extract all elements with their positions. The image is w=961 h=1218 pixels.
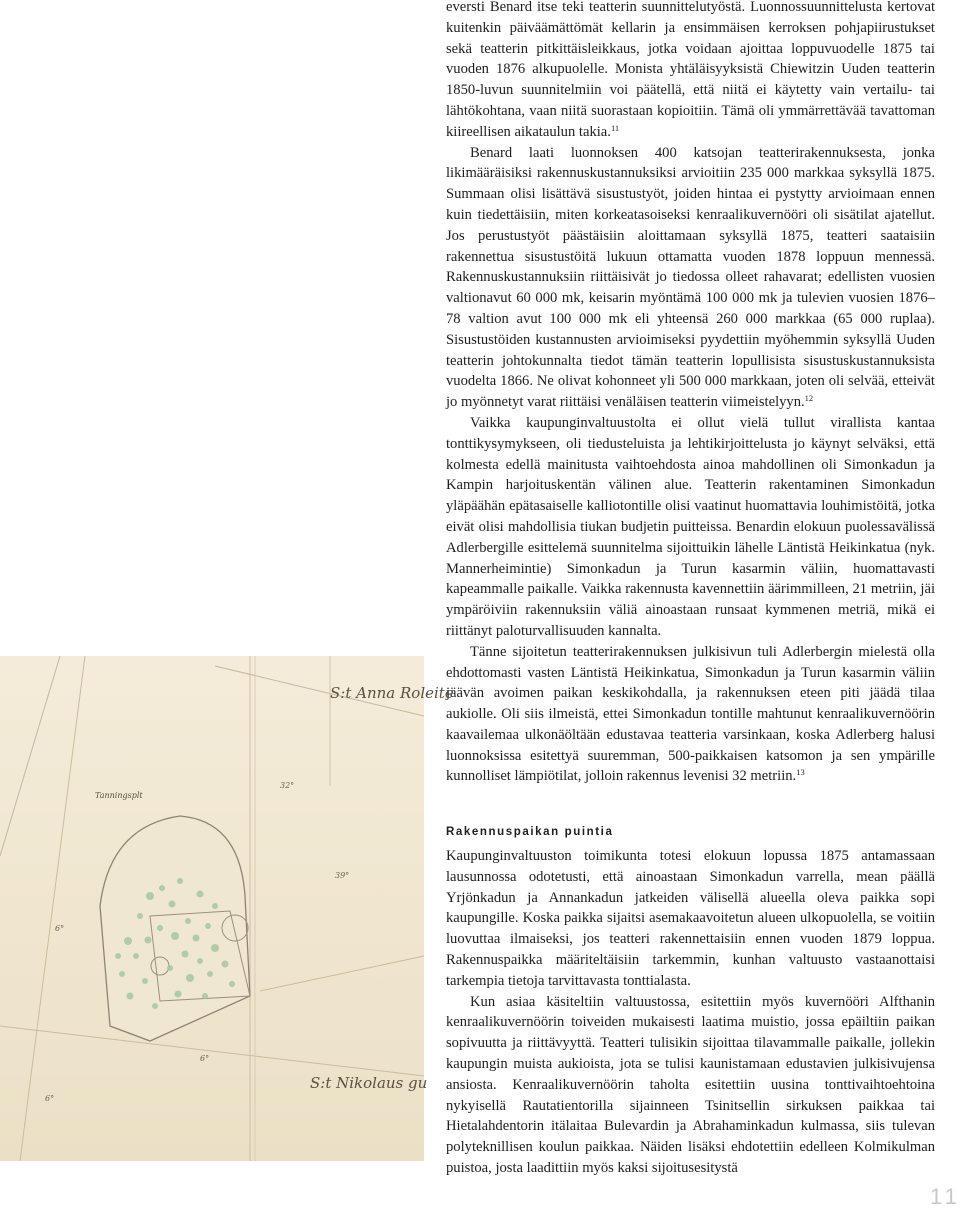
map-label-mid: Tanningsplt	[95, 791, 143, 800]
page-number: 11	[930, 1184, 961, 1209]
site-plan-drawing	[0, 656, 454, 1161]
site-plan-image	[0, 656, 454, 1161]
map-number: 6°	[200, 1054, 210, 1063]
paragraph-4	[446, 642, 935, 788]
paragraph-4-text: Tänne sijoitetun teatterirakennuksen julkisivun tuli Adlerbergin mielestä olla ehdottomasti vasten Läntistä Heikinkatua, Simonkadun ja Turun kasarmin väliin jäävän avoimen paikan keskikohdalla, ja rakennuksen eteen piti jäädä tilaa aukiolle. Oli siis ilmeistä, ettei Simonkadun tontille mahtunut kenraalikuvernöörin kaavailemaa ulkonäöltään edustavaa teatteria varsinkaan, koska Adlerberg halusi luonnoksissa esitettyä suuremman, 500-paikkaisen katsomon ja sen ympärille kunnolliset lämpiötilat, jolloin rakennus levenisi 32 metriin.	[446, 643, 935, 785]
section-heading: Rakennuspaikan puintia	[446, 826, 614, 838]
map-number: 39°	[335, 871, 350, 880]
paragraph-1-text: eversti Benard itse teki teatterin suunnittelutyöstä. Luonnossuunnittelusta kertovat kuitenkin päiväämättömät kellarin ja ensimmäisen kerroksen pohjapiirustukset sekä teatterin pitkittäisleikkaus, jotka voidaan ajoittaa loppuvuodelle 1875 tai vuoden 1876 alkupuolelle. Monista yhtäläisyyksistä Chiewitzin Uuden teatterin 1850-luvun suunnitelmiin voi päätellä, että niitä ei käytetty vain vertailu- tai lähtökohtana, vaan niitä suorastaan kopioitiin. Tämä oli ymmärrettävää tavattoman kiireellisen aikataulun takia.	[446, 0, 935, 140]
boundary-line	[260, 956, 424, 991]
paragraph-1	[446, 0, 935, 143]
boundary-line	[20, 656, 85, 1161]
map-number: 32°	[280, 781, 295, 790]
section-paragraph-1: Kaupunginvaltuuston toimikunta totesi elokuun lopussa 1875 antamassaan lausunnossa odotetusti, että ainoastaan Simonkadun varrella, mean päällä Yrjönkadun ja Annankadun jatkeiden välisellä alueella oleva paikka sopi kaupungille. Koska paikka sijaitsi asemakaavoitetun alueen ulkopuolella, se voitiin luovuttaa ilmaiseksi, jos teatteri rakennettaisiin ennen vuoden 1879 loppua. Rakennuspaikka määriteltäisiin tarkemmin, kunhan valtuusto vastaanottaisi tarkempia tietoja tarvittavasta tonttialasta.	[446, 848, 935, 989]
map-label-bottom: S:t Nikolaus gu	[310, 1074, 428, 1092]
paragraph-3: Vaikka kaupunginvaltuustolta ei ollut vielä tullut virallista kantaa tonttikysymykseen, oli tiedusteluista ja lehtikirjoittelusta jo käynyt selväksi, että kolmesta edellä mainitusta vaihtoehdosta ainoa mahdollinen oli Simonkadun ja Kampin harjoituskentän välinen alue. Teatterin rakentaminen Simonkadun yläpäähän epätasaiselle kalliotontille olisi vaatinut huomattavia louhimistöitä, jotka eivät olisi mahdollisia tiukan budjetin puitteissa. Benardin elokuun puolessavälissä Adlerbergille esittelemä suunnitelma sijoittuikin lähelle Läntistä Heikinkatua (nyk. Mannerheimintie) Simonkadun ja Turun kasarmin väliin, huomattavasti kapeammalle paikalle. Vaikka rakennusta kavennettiin äärimmilleen, 21 metriin, jäi ympäröiviin rakennuksiin väliä ainoastaan runsaat kymmenen metriä, mikä ei riittänyt paloturvallisuuden kannalta.	[446, 414, 935, 639]
boundary-line	[0, 656, 60, 856]
main-text-column	[446, 0, 935, 787]
footnote-ref-13: 13	[796, 767, 805, 778]
footnote-ref-12: 12	[804, 393, 814, 404]
map-label-top: S:t Anna Roleite	[330, 684, 454, 702]
section-paragraph-2: Kun asiaa käsiteltiin valtuustossa, esitettiin myös kuvernööri Alfthanin kenraalikuvernöörin toiveiden mukaisesti laatima muistio, jossa epäiltiin paikan sopivuutta ja riittävyyttä. Teatteri tulisikin sijoittaa tilavammalle paikalle, jollekin kaupungin muista aukioista, jota se tulisi kaunistamaan edustavien julkisivujensa ansiosta. Kenraalikuvernöörin taholta esitettiin uusina tonttivaihtoehtoina nykyisellä Rautatientorilla sijainneen Tsinitsellin sirkuksen paikkaa tai Hietalahdentorin itälaitaa Bulevardin ja Abrahaminkadun kulmassa, siis tulevan polyteknillisen koulun paikkaa. Näiden lisäksi ehdotettiin edelleen Kolmikulman puistoa, josta laadittiin myös kaksi sijoitusesitystä	[446, 993, 935, 1176]
park-outline	[100, 816, 250, 1041]
section-text-column	[446, 846, 935, 1179]
map-number: 6°	[55, 924, 65, 933]
paragraph-2-text: Benard laati luonnoksen 400 katsojan teatterirakennuksesta, jonka likimääräisiksi rakennuskustannuksiksi arvioitiin 235 000 markkaa syksyllä 1875. Summaan olisi lisättävä sisustustyöt, joiden hintaa ei pystytty arvioimaan ennen kuin tiedettäisiin, miten korkeatasoiseksi kenraalikuvernööri oli sisätilat ajatellut. Jos perustustyöt päästäisiin aloittamaan syksyllä 1875, teatteri saataisiin rakennettua sisustustöitä lukuun ottamatta vuoden 1878 loppuun mennessä. Rakennuskustannuksiin riittäisivät jo tiedossa olleet rahavarat; edellisten vuosien valtionavut 60 000 mk, keisarin myöntämä 100 000 mk ja tulevien vuosien 1876–78 valtion avut 100 000 mk eli yhteensä 260 000 markkaa (65 000 ruplaa). Sisustustöiden kustannusten arvioimiseksi pyydettiin myöhemmin syksyllä Uuden teatterin johtokunnalta tiedot tämän teatterin lopullisista sisustuskustannuksista vuodelta 1866. Ne olivat kohonneet yli 500 000 markkaan, joten oli selvää, etteivät jo myönnetyt varat riittäisi venäläisen teatterin viimeistelyyn.	[446, 144, 935, 411]
boundary-line	[0, 1026, 424, 1076]
footnote-ref-11: 11	[610, 122, 620, 133]
paragraph-2	[446, 143, 935, 413]
map-number: 6°	[45, 1094, 55, 1103]
